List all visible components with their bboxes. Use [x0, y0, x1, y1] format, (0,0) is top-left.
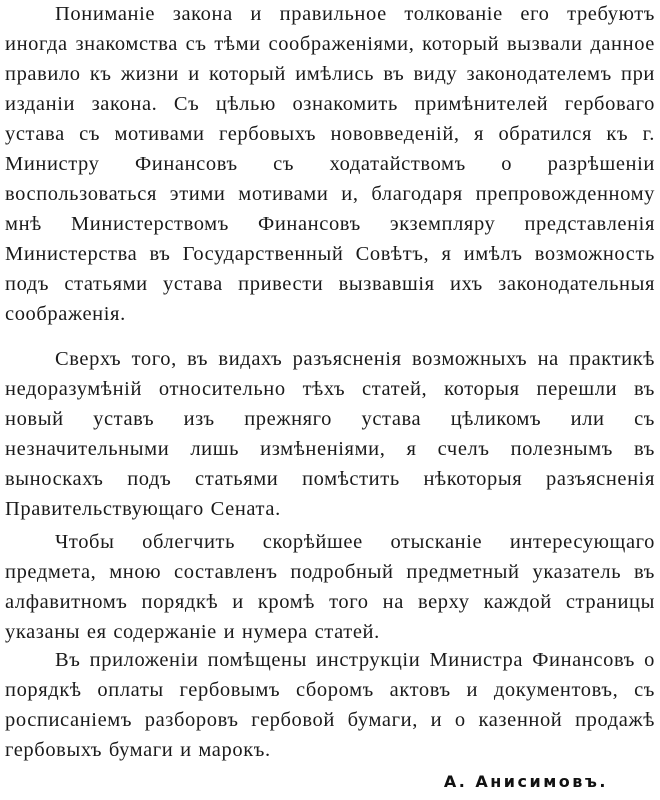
paragraph-1: Пониманіе закона и правильное толкованіе его требуютъ иногда знакомства съ тѣми соображеніями, который вызвали данное правило къ жизни и который имѣлись въ виду законодателемъ при изданіи закона. Съ цѣлью ознакомить примѣнителей гербоваго устава съ мотивами гербовыхъ нововведеній, я обратился къ г. Министру Финансовъ съ ходатайствомъ о разрѣшеніи воспользоваться этими мотивами и, благодаря препровожденному мнѣ Министерствомъ Финансовъ экземпляру представленія Министерства въ Государственный Совѣтъ, я имѣлъ возможность подъ статьями устава привести вызвавшія ихъ законодательныя соображенія.: [5, 3, 655, 325]
paragraph-2: Сверхъ того, въ видахъ разъясненія возможныхъ на практикѣ недоразумѣній относительно тѣхъ статей, которыя перешли въ новый уставъ изъ прежняго устава цѣликомъ или съ незначительными лишь измѣненіями, я счелъ полезнымъ въ выноскахъ подъ статьями помѣстить нѣкоторыя разъясненія Правительствующаго Сената.: [5, 348, 655, 520]
author-signature: А. Анисимовъ.: [443, 772, 608, 791]
paragraph-3: Чтобы облегчить скорѣйшее отысканіе интересующаго предмета, мною составленъ подробный предметный указатель въ алфавитномъ порядкѣ и кромѣ того на верху каждой страницы указаны ея содержаніе и нумера статей.: [5, 531, 655, 643]
paragraph-4: Въ приложеніи помѣщены инструкціи Министра Финансовъ о порядкѣ оплаты гербовымъ сборомъ актовъ и документовъ, съ росписаніемъ разборовъ гербовой бумаги, и о казенной продажѣ гербовыхъ бумаги и марокъ.: [5, 649, 655, 761]
